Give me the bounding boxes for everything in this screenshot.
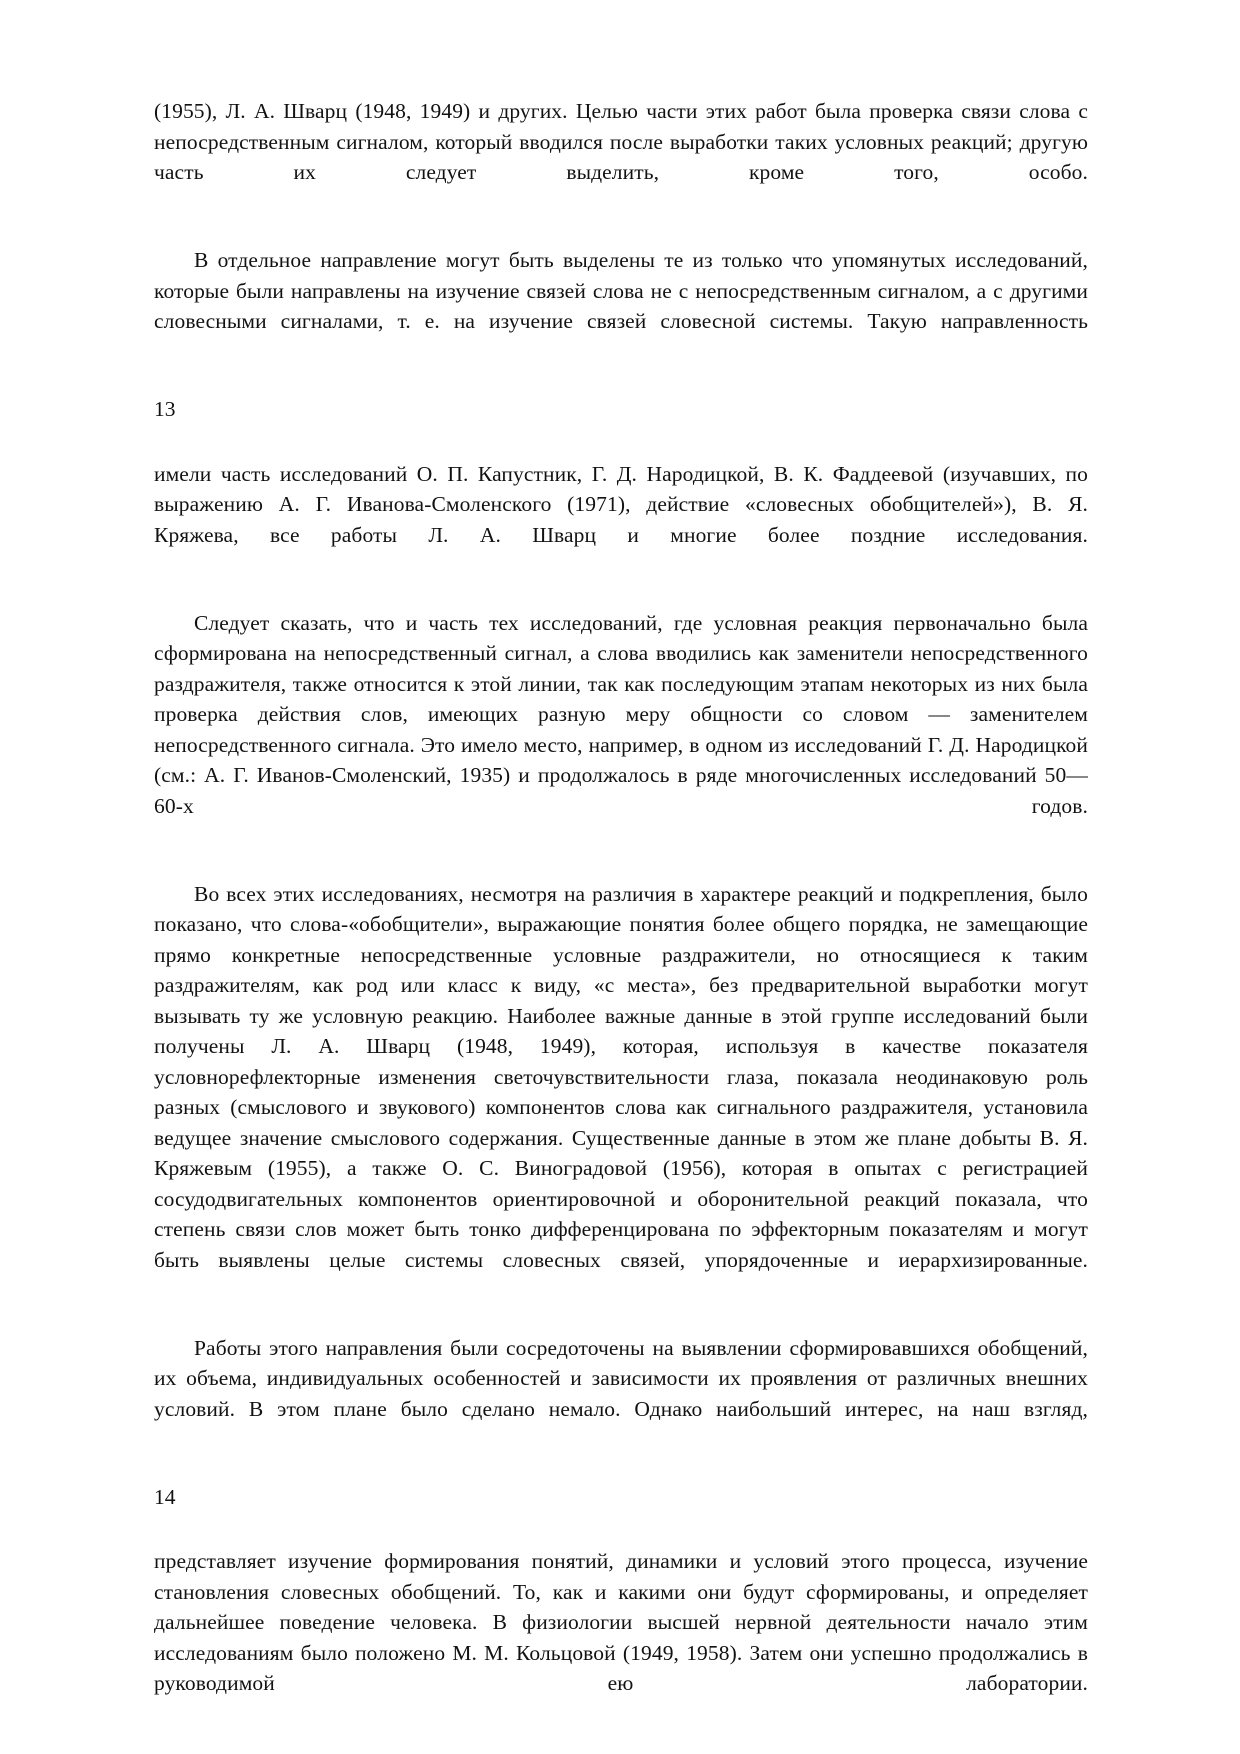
paragraph-researchers-list: имели часть исследований О. П. Капустник, Г. Д. Народицкой, В. К. Фаддеевой (изучавших, по выражению А. Г. Иванова-Смоленского (1971), действие «словесных обобщителей»), В. Я. Кряжева, все работы Л. А. Шварц и многие более поздние исследования. [154,461,1088,547]
paragraph-in-all-studies: Во всех этих исследованиях, несмотря на различия в характере реакций и подкрепления, было показано, что слова-«обобщители», выражающие понятия более общего порядка, не замещающие прямо конкретные непосредственные условные раздражители, но относящиеся к таким раздражителям, как род или класс к виду, «с места», без предварительной выработки могут вызывать ту же условную реакцию. Наиболее важные данные в этой группе исследований были получены Л. А. Шварц (1948, 1949), которая, используя в качестве показателя условнорефлекторные изменения светочувствительности глаза, показала неодинаковую роль разных (смыслового и звукового) компонентов слова как сигнального раздражителя, установила ведущее значение смыслового содержания. Существенные данные в этом же плане добыты В. Я. Кряжевым (1955), а также О. С. Виноградовой (1956), которая в опытах с регистрацией сосудодвигательных компонентов ориентировочной и оборонительной реакций показала, что степень связи слов может быть тонко дифференцирована по эффекторным показателям и могут быть выявлены целые системы словесных связей, упорядоченные и иерархизированные. [154,881,1088,1272]
text-column [154,96,1088,1729]
paragraph-continuation-top: (1955), Л. А. Шварц (1948, 1949) и других. Целью части этих работ была проверка связи слова с непосредственным сигналом, который вводился после выработки таких условных реакций; другую часть их следует выделить, кроме того, особо. [154,99,1088,184]
paragraph-separate-direction: В отдельное направление могут быть выделены те из только что упомянутых исследований, которые были направлены на изучение связей слова не с непосредственным сигналом, а с другими словесными сигналами, т. е. на изучение связей словесной системы. Такую направленность [154,248,1088,333]
page-marker-14: 14 [154,1484,176,1509]
page-marker-13: 13 [154,397,176,421]
paragraph-concept-formation: представляет изучение формирования понятий, динамики и условий этого процесса, изучение становления словесных обобщений. То, как и какими они будут сформированы, и определяет дальнейшее поведение человека. В физиологии высшей нервной деятельности начало этим исследованиям было положено М. М. Кольцовой (1949, 1958). Затем они успешно продолжались в руководимой ею лаборатории. [154,1549,1088,1695]
paragraph-works-of-direction: Работы этого направления были сосредоточены на выявлении сформировавшихся обобщений, их объема, индивидуальных особенностей и зависимости их проявления от различных внешних условий. В этом плане было сделано немало. Однако наибольший интерес, на наш взгляд, [154,1335,1088,1421]
paragraph-should-say: Следует сказать, что и часть тех исследований, где условная реакция первоначально была сформирована на непосредственный сигнал, а слова вводились как заменители непосредственного раздражителя, также относится к этой линии, так как последующим этапам некоторых из них была проверка действия слов, имеющих разную меру общности со словом — заменителем непосредственного сигнала. Это имело место, например, в одном из исследований Г. Д. Народицкой (см.: А. Г. Иванов-Смоленский, 1935) и продолжалось в ряде многочисленных исследований 50—60-х годов. [154,610,1088,818]
